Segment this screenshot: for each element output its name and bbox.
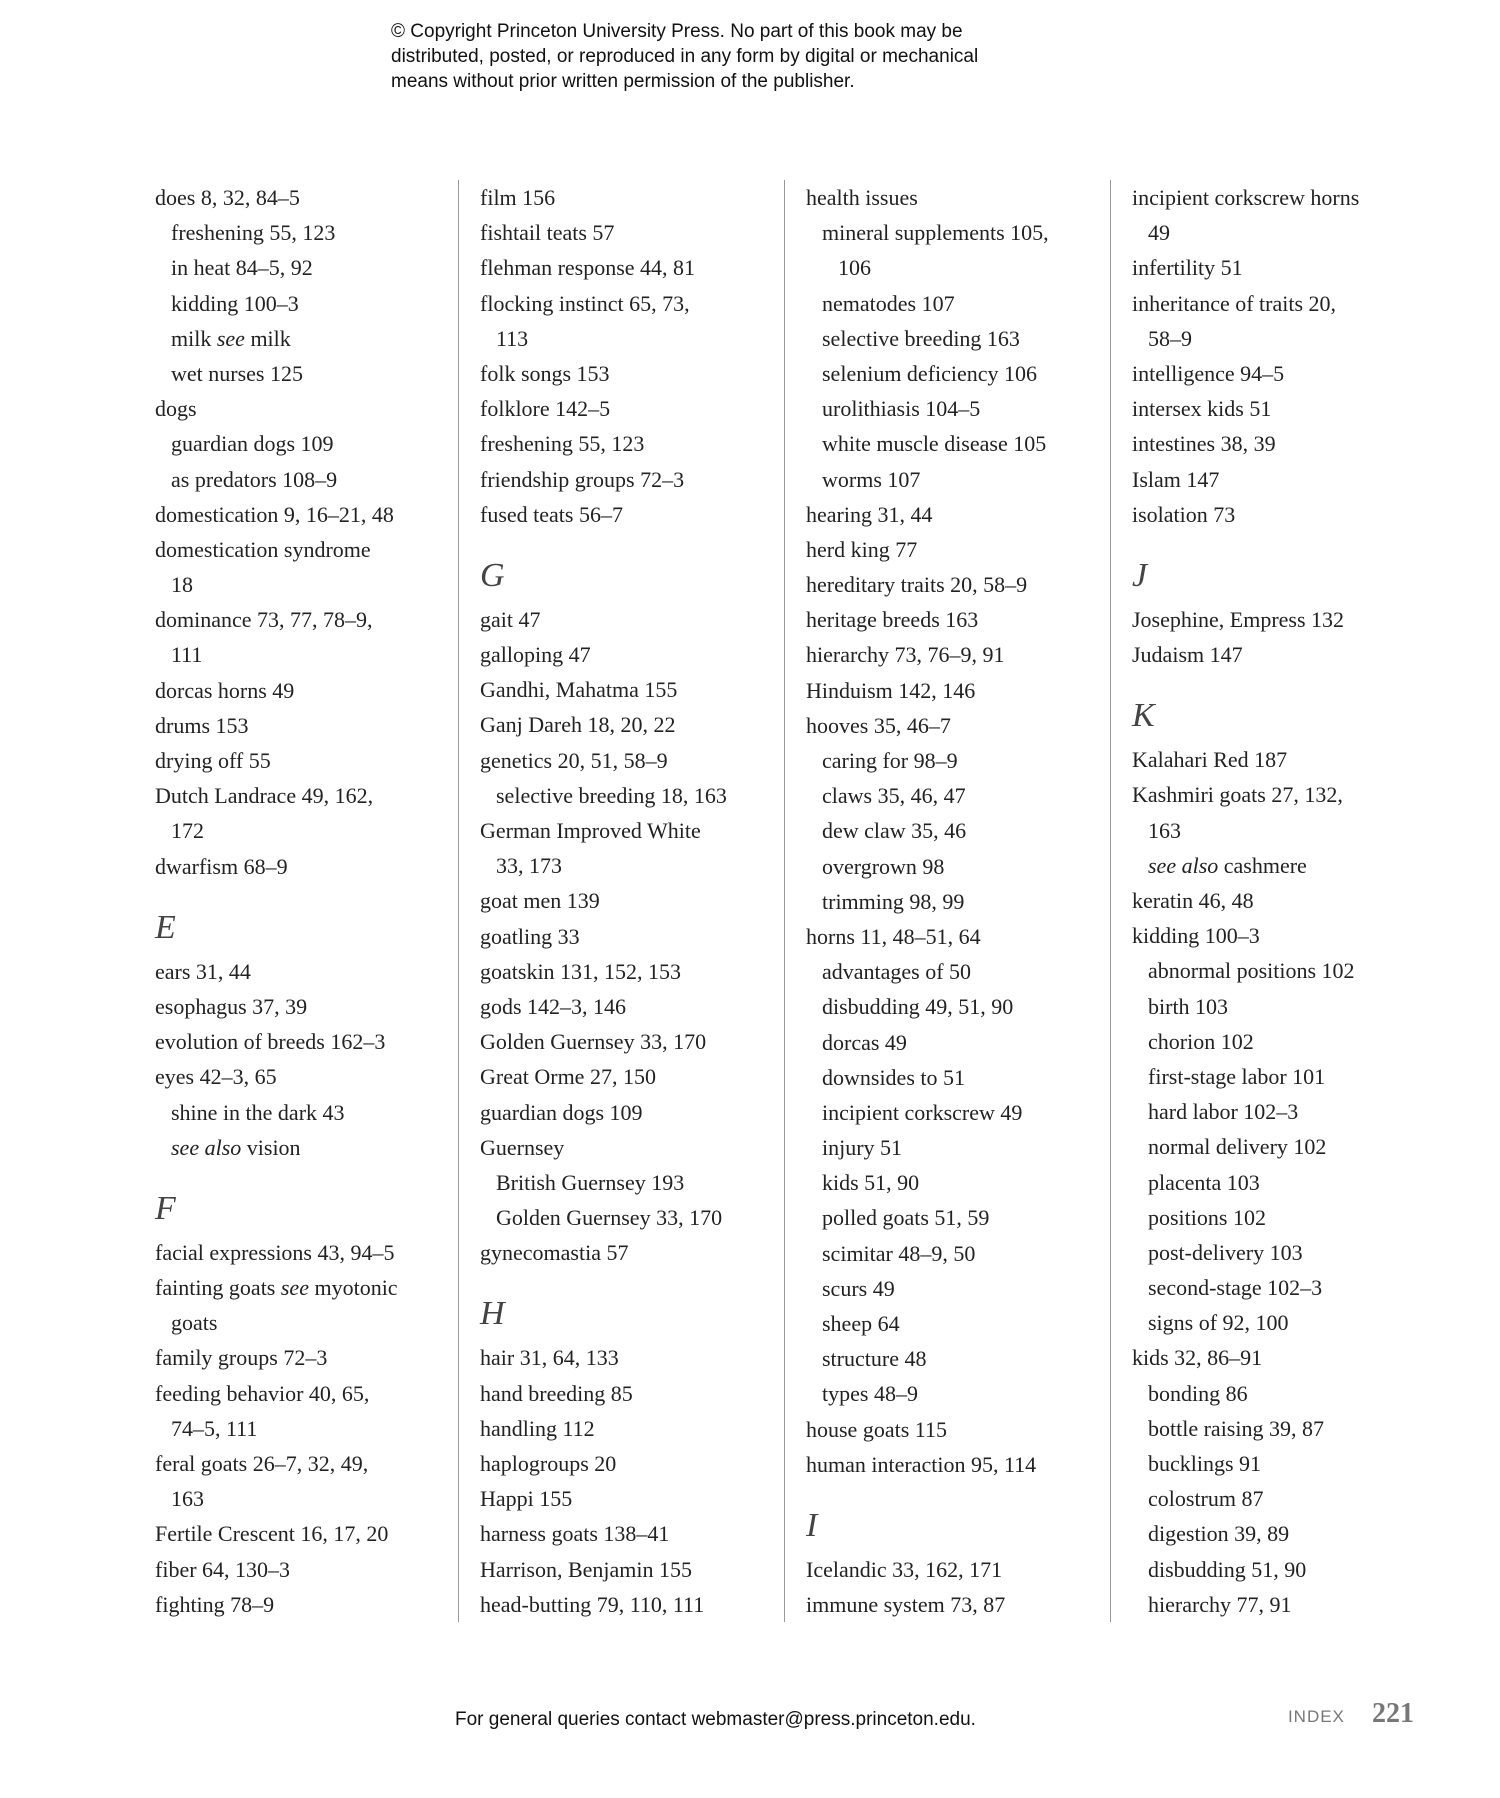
index-subentry: signs of 92, 100 bbox=[1148, 1310, 1289, 1336]
index-entry: fighting 78–9 bbox=[155, 1591, 275, 1617]
index-subentry: disbudding 51, 90 bbox=[1148, 1556, 1307, 1582]
index-entry: Ganj Dareh 18, 20, 22 bbox=[480, 712, 676, 738]
index-entry: guardian dogs 109 bbox=[480, 1099, 643, 1125]
entry-text: myotonic bbox=[308, 1275, 398, 1301]
index-subentry: mineral supplements 105, bbox=[822, 220, 1049, 246]
index-entry: harness goats 138–41 bbox=[480, 1521, 670, 1547]
index-continuation: 74–5, 111 bbox=[171, 1415, 258, 1441]
see-reference: see also bbox=[171, 1134, 242, 1160]
index-entry: Gandhi, Mahatma 155 bbox=[480, 677, 678, 703]
section-letter: H bbox=[480, 1295, 505, 1333]
index-entry: ears 31, 44 bbox=[155, 958, 251, 984]
index-subentry: guardian dogs 109 bbox=[171, 431, 334, 457]
index-entry: feeding behavior 40, 65, bbox=[155, 1380, 370, 1406]
index-subentry: disbudding 49, 51, 90 bbox=[822, 994, 1014, 1020]
index-entry: Fertile Crescent 16, 17, 20 bbox=[155, 1521, 389, 1547]
index-column-2 bbox=[480, 180, 770, 1622]
index-entry: Icelandic 33, 162, 171 bbox=[806, 1556, 1003, 1582]
index-entry: inheritance of traits 20, bbox=[1132, 290, 1337, 316]
index-entry: fused teats 56–7 bbox=[480, 501, 623, 527]
index-entry: flocking instinct 65, 73, bbox=[480, 290, 690, 316]
index-continuation: 49 bbox=[1148, 220, 1170, 246]
index-entry: drying off 55 bbox=[155, 748, 271, 773]
see-reference: see bbox=[216, 325, 245, 351]
index-entry: goat men 139 bbox=[480, 888, 600, 914]
index-subentry: British Guernsey 193 bbox=[496, 1169, 685, 1195]
index-subentry: dew claw 35, 46 bbox=[822, 818, 967, 844]
index-entry: galloping 47 bbox=[480, 642, 591, 668]
index-entry: heritage breeds 163 bbox=[806, 607, 979, 633]
section-letter: J bbox=[1132, 556, 1148, 594]
index-entry: Kalahari Red 187 bbox=[1132, 747, 1288, 773]
index-entry: Islam 147 bbox=[1132, 466, 1220, 492]
index-continuation: 172 bbox=[171, 818, 204, 844]
index-subentry: downsides to 51 bbox=[822, 1064, 965, 1090]
index-entry: family groups 72–3 bbox=[155, 1345, 328, 1371]
column-divider bbox=[1110, 180, 1111, 1622]
index-subentry: selenium deficiency 106 bbox=[822, 360, 1038, 386]
index-entry: does 8, 32, 84–5 bbox=[155, 185, 300, 210]
see-reference: see also bbox=[1148, 852, 1219, 878]
index-entry: folk songs 153 bbox=[480, 360, 610, 386]
index-entry: domestication 9, 16–21, 48 bbox=[155, 501, 394, 527]
index-entry: esophagus 37, 39 bbox=[155, 993, 308, 1019]
index-subentry: abnormal positions 102 bbox=[1148, 958, 1355, 984]
index-entry: Golden Guernsey 33, 170 bbox=[480, 1029, 707, 1055]
index-subentry: trimming 98, 99 bbox=[822, 888, 965, 914]
index-entry: domestication syndrome bbox=[155, 536, 371, 562]
index-subentry: injury 51 bbox=[822, 1135, 903, 1161]
index-entry: health issues bbox=[806, 185, 918, 210]
index-entry: genetics 20, 51, 58–9 bbox=[480, 747, 668, 773]
index-subentry: structure 48 bbox=[822, 1346, 927, 1372]
index-entry: flehman response 44, 81 bbox=[480, 255, 696, 281]
index-subentry: sheep 64 bbox=[822, 1311, 900, 1336]
index-entry: handling 112 bbox=[480, 1415, 595, 1441]
index-continuation: 18 bbox=[171, 572, 193, 598]
entry-text: milk bbox=[244, 325, 291, 351]
index-entry: Dutch Landrace 49, 162, bbox=[155, 783, 374, 809]
index-entry: house goats 115 bbox=[806, 1416, 947, 1442]
index-subentry: kids 51, 90 bbox=[822, 1170, 920, 1196]
index-entry: hooves 35, 46–7 bbox=[806, 712, 951, 738]
index-subentry: bonding 86 bbox=[1148, 1380, 1248, 1406]
index-entry: head-butting 79, 110, 111 bbox=[480, 1591, 705, 1617]
index-subentry: advantages of 50 bbox=[822, 959, 972, 985]
index-subentry: scimitar 48–9, 50 bbox=[822, 1240, 976, 1266]
column-divider bbox=[458, 180, 459, 1622]
index-entry: Harrison, Benjamin 155 bbox=[480, 1556, 693, 1582]
index-entry: haplogroups 20 bbox=[480, 1451, 617, 1476]
index-entry bbox=[155, 1270, 445, 1305]
index-column-4 bbox=[1132, 180, 1422, 1622]
index-subentry: colostrum 87 bbox=[1148, 1486, 1264, 1512]
index-continuation: 33, 173 bbox=[496, 853, 562, 879]
section-label: INDEX bbox=[1287, 1707, 1345, 1726]
section-letter: E bbox=[155, 908, 176, 946]
index-continuation: goats bbox=[171, 1310, 218, 1336]
index-subentry: types 48–9 bbox=[822, 1381, 918, 1407]
index-continuation: 111 bbox=[171, 642, 203, 668]
index-entry: Great Orme 27, 150 bbox=[480, 1064, 656, 1090]
index-entry: Hinduism 142, 146 bbox=[806, 677, 976, 703]
index-continuation: 163 bbox=[171, 1486, 204, 1512]
index-entry: kids 32, 86–91 bbox=[1132, 1345, 1263, 1371]
index-column-3 bbox=[806, 180, 1096, 1622]
page-folio bbox=[1288, 1698, 1414, 1730]
index-entry: hearing 31, 44 bbox=[806, 501, 933, 527]
index-subentry: placenta 103 bbox=[1148, 1169, 1260, 1195]
index-entry: evolution of breeds 162–3 bbox=[155, 1029, 386, 1055]
index-entry: incipient corkscrew horns bbox=[1132, 185, 1360, 210]
page-number: 221 bbox=[1372, 1698, 1414, 1729]
index-subentry: worms 107 bbox=[822, 466, 921, 492]
copyright-line: distributed, posted, or reproduced in any form by digital or mechanical bbox=[391, 46, 979, 67]
see-reference: see bbox=[280, 1275, 309, 1301]
index-entry: intestines 38, 39 bbox=[1132, 431, 1276, 457]
entry-text: milk bbox=[171, 325, 217, 351]
index-entry: Happi 155 bbox=[480, 1486, 573, 1512]
index-entry: feral goats 26–7, 32, 49, bbox=[155, 1451, 369, 1476]
index-entry: hand breeding 85 bbox=[480, 1380, 633, 1406]
copyright-line: © Copyright Princeton University Press. No part of this book may be bbox=[391, 21, 963, 42]
index-entry: dwarfism 68–9 bbox=[155, 853, 288, 879]
index-subentry bbox=[155, 1130, 445, 1165]
index-subentry: chorion 102 bbox=[1148, 1028, 1254, 1054]
index-subentry: nematodes 107 bbox=[822, 290, 955, 316]
index-subentry: white muscle disease 105 bbox=[822, 431, 1047, 457]
index-entry: gods 142–3, 146 bbox=[480, 993, 627, 1019]
index-subentry: caring for 98–9 bbox=[822, 748, 958, 773]
index-entry: goatskin 131, 152, 153 bbox=[480, 958, 682, 984]
index-entry: human interaction 95, 114 bbox=[806, 1451, 1037, 1477]
index-entry: intersex kids 51 bbox=[1132, 396, 1272, 422]
index-entry: hereditary traits 20, 58–9 bbox=[806, 572, 1028, 598]
index-subentry: freshening 55, 123 bbox=[171, 220, 336, 246]
index-subentry: selective breeding 163 bbox=[822, 325, 1020, 351]
index-entry: drums 153 bbox=[155, 712, 249, 738]
index-subentry: polled goats 51, 59 bbox=[822, 1205, 990, 1231]
index-entry: horns 11, 48–51, 64 bbox=[806, 923, 981, 949]
index-entry: freshening 55, 123 bbox=[480, 431, 645, 457]
index-subentry: hard labor 102–3 bbox=[1148, 1099, 1299, 1125]
index-subentry: in heat 84–5, 92 bbox=[171, 255, 313, 281]
index-subentry: bottle raising 39, 87 bbox=[1148, 1415, 1324, 1441]
index-subentry: selective breeding 18, 163 bbox=[496, 782, 727, 808]
section-letter: K bbox=[1132, 697, 1155, 735]
index-continuation: 58–9 bbox=[1148, 325, 1192, 351]
index-subentry: positions 102 bbox=[1148, 1204, 1266, 1230]
column-divider bbox=[784, 180, 785, 1622]
index-entry: Judaism 147 bbox=[1132, 642, 1243, 668]
index-entry: dominance 73, 77, 78–9, bbox=[155, 607, 373, 633]
index-entry: intelligence 94–5 bbox=[1132, 360, 1285, 386]
index-subentry bbox=[155, 321, 445, 356]
section-letter: F bbox=[155, 1189, 176, 1227]
index-subentry: claws 35, 46, 47 bbox=[822, 783, 966, 809]
index-entry: dogs bbox=[155, 396, 197, 422]
index-entry: friendship groups 72–3 bbox=[480, 466, 685, 492]
index-entry: isolation 73 bbox=[1132, 501, 1236, 527]
index-subentry: Golden Guernsey 33, 170 bbox=[496, 1205, 723, 1231]
index-entry: folklore 142–5 bbox=[480, 396, 611, 422]
index-entry: infertility 51 bbox=[1132, 255, 1243, 281]
index-subentry: dorcas 49 bbox=[822, 1029, 907, 1055]
index-entry: German Improved White bbox=[480, 818, 701, 843]
index-subentry: scurs 49 bbox=[822, 1275, 895, 1301]
index-subentry: incipient corkscrew 49 bbox=[822, 1099, 1023, 1125]
index-entry: Josephine, Empress 132 bbox=[1132, 606, 1345, 632]
index-entry: goatling 33 bbox=[480, 923, 580, 949]
index-entry: fishtail teats 57 bbox=[480, 220, 615, 246]
index-entry: film 156 bbox=[480, 185, 556, 210]
footer-contact: For general queries contact webmaster@press.princeton.edu. bbox=[455, 1709, 976, 1730]
index-entry: fiber 64, 130–3 bbox=[155, 1556, 291, 1582]
index-subentry: digestion 39, 89 bbox=[1148, 1521, 1290, 1547]
entry-text: vision bbox=[241, 1134, 301, 1160]
index-entry: herd king 77 bbox=[806, 536, 918, 562]
entry-text: cashmere bbox=[1218, 852, 1307, 878]
index-entry: gait 47 bbox=[480, 606, 541, 632]
index-entry: dorcas horns 49 bbox=[155, 677, 295, 703]
index-continuation: 113 bbox=[496, 325, 529, 351]
index-entry: hair 31, 64, 133 bbox=[480, 1345, 619, 1371]
index-entry: hierarchy 73, 76–9, 91 bbox=[806, 642, 1005, 668]
index-entry: eyes 42–3, 65 bbox=[155, 1064, 277, 1090]
index-subentry bbox=[1132, 848, 1422, 883]
index-entry: gynecomastia 57 bbox=[480, 1240, 629, 1266]
section-letter: I bbox=[806, 1506, 818, 1544]
index-subentry: shine in the dark 43 bbox=[171, 1099, 345, 1125]
index-entry: keratin 46, 48 bbox=[1132, 888, 1254, 913]
copyright-notice bbox=[391, 19, 1111, 94]
index-subentry: bucklings 91 bbox=[1148, 1451, 1262, 1476]
index-subentry: first-stage labor 101 bbox=[1148, 1063, 1326, 1089]
index-subentry: normal delivery 102 bbox=[1148, 1134, 1327, 1160]
index-column-1 bbox=[155, 180, 445, 1622]
index-continuation: 106 bbox=[838, 255, 871, 281]
index-entry: immune system 73, 87 bbox=[806, 1592, 1006, 1618]
index-subentry: birth 103 bbox=[1148, 993, 1229, 1019]
index-entry: facial expressions 43, 94–5 bbox=[155, 1239, 395, 1265]
index-entry: Kashmiri goats 27, 132, bbox=[1132, 782, 1343, 808]
index-continuation: 163 bbox=[1148, 817, 1181, 843]
index-subentry: overgrown 98 bbox=[822, 853, 945, 879]
index-subentry: as predators 108–9 bbox=[171, 466, 338, 492]
index-entry: Guernsey bbox=[480, 1134, 565, 1160]
index-subentry: wet nurses 125 bbox=[171, 360, 303, 386]
index-entry: kidding 100–3 bbox=[1132, 923, 1260, 949]
entry-text: fainting goats bbox=[155, 1275, 281, 1301]
index-subentry: hierarchy 77, 91 bbox=[1148, 1591, 1292, 1617]
index-subentry: kidding 100–3 bbox=[171, 290, 299, 316]
index-subentry: urolithiasis 104–5 bbox=[822, 396, 981, 422]
index-subentry: post-delivery 103 bbox=[1148, 1239, 1303, 1265]
copyright-line: means without prior written permission of the publisher. bbox=[391, 71, 855, 92]
index-subentry: second-stage 102–3 bbox=[1148, 1275, 1323, 1301]
section-letter: G bbox=[480, 556, 505, 594]
